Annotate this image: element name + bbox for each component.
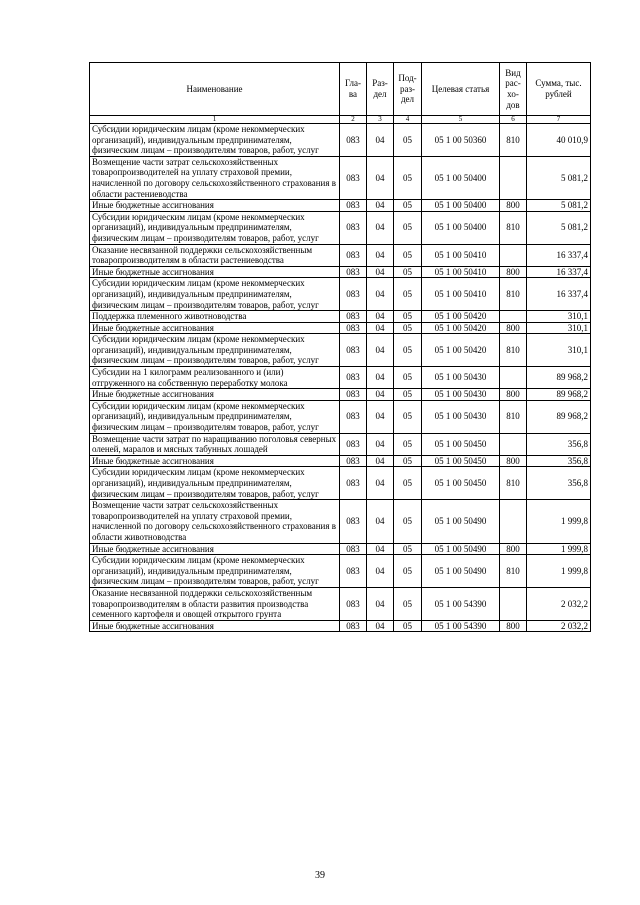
row-name: Иные бюджетные ассигнования bbox=[90, 200, 340, 212]
row-amount: 5 081,2 bbox=[527, 211, 591, 244]
row-expense-type bbox=[500, 587, 527, 620]
row-section: 04 bbox=[367, 156, 394, 199]
row-expense-type: 810 bbox=[500, 278, 527, 311]
row-name: Поддержка племенного животноводства bbox=[90, 311, 340, 323]
row-section: 04 bbox=[367, 555, 394, 588]
row-subsection: 05 bbox=[394, 620, 422, 632]
row-chapter: 083 bbox=[340, 266, 367, 278]
row-chapter: 083 bbox=[340, 455, 367, 467]
table-row bbox=[90, 467, 591, 500]
row-amount: 89 968,2 bbox=[527, 389, 591, 401]
row-subsection: 05 bbox=[394, 400, 422, 433]
row-chapter: 083 bbox=[340, 211, 367, 244]
row-amount: 356,8 bbox=[527, 467, 591, 500]
row-expense-type: 810 bbox=[500, 124, 527, 157]
row-amount: 16 337,4 bbox=[527, 266, 591, 278]
table-row bbox=[90, 156, 591, 199]
table-row bbox=[90, 311, 591, 323]
row-subsection: 05 bbox=[394, 200, 422, 212]
row-subsection: 05 bbox=[394, 211, 422, 244]
table-row bbox=[90, 620, 591, 632]
row-name: Иные бюджетные ассигнования bbox=[90, 322, 340, 334]
row-expense-type bbox=[500, 244, 527, 266]
row-amount: 89 968,2 bbox=[527, 400, 591, 433]
row-target-article: 05 1 00 50360 bbox=[422, 124, 500, 157]
column-number: 4 bbox=[394, 116, 422, 124]
table-row bbox=[90, 200, 591, 212]
row-name: Субсидии юридическим лицам (кроме некоммерческих организаций), индивидуальным предпринимателям, физическим лицам – производителям товаров, работ, услуг bbox=[90, 400, 340, 433]
row-section: 04 bbox=[367, 211, 394, 244]
row-subsection: 05 bbox=[394, 322, 422, 334]
row-target-article: 05 1 00 50400 bbox=[422, 156, 500, 199]
row-chapter: 083 bbox=[340, 311, 367, 323]
column-number: 3 bbox=[367, 116, 394, 124]
row-subsection: 05 bbox=[394, 124, 422, 157]
row-amount: 5 081,2 bbox=[527, 200, 591, 212]
row-chapter: 083 bbox=[340, 156, 367, 199]
row-name: Иные бюджетные ассигнования bbox=[90, 389, 340, 401]
table-row bbox=[90, 400, 591, 433]
row-name: Иные бюджетные ассигнования bbox=[90, 543, 340, 555]
row-chapter: 083 bbox=[340, 433, 367, 455]
page-number: 39 bbox=[315, 870, 325, 881]
row-subsection: 05 bbox=[394, 389, 422, 401]
row-chapter: 083 bbox=[340, 400, 367, 433]
row-chapter: 083 bbox=[340, 620, 367, 632]
row-section: 04 bbox=[367, 389, 394, 401]
row-chapter: 083 bbox=[340, 500, 367, 543]
row-section: 04 bbox=[367, 543, 394, 555]
row-expense-type bbox=[500, 500, 527, 543]
row-target-article: 05 1 00 50490 bbox=[422, 500, 500, 543]
row-target-article: 05 1 00 50420 bbox=[422, 311, 500, 323]
row-name: Субсидии на 1 килограмм реализованного и (или) отгруженного на собственную переработку молока bbox=[90, 367, 340, 389]
row-name: Иные бюджетные ассигнования bbox=[90, 266, 340, 278]
row-target-article: 05 1 00 50490 bbox=[422, 555, 500, 588]
row-section: 04 bbox=[367, 266, 394, 278]
row-amount: 310,1 bbox=[527, 334, 591, 367]
row-target-article: 05 1 00 50450 bbox=[422, 467, 500, 500]
row-target-article: 05 1 00 50400 bbox=[422, 200, 500, 212]
table-row bbox=[90, 266, 591, 278]
header-amount: Сумма, тыс. рублей bbox=[527, 63, 591, 116]
row-expense-type bbox=[500, 311, 527, 323]
row-subsection: 05 bbox=[394, 433, 422, 455]
row-section: 04 bbox=[367, 433, 394, 455]
row-target-article: 05 1 00 50410 bbox=[422, 266, 500, 278]
row-section: 04 bbox=[367, 467, 394, 500]
row-target-article: 05 1 00 50420 bbox=[422, 322, 500, 334]
row-name: Оказание несвязанной поддержки сельскохозяйственным товаропроизводителям в области развития производства семенного картофеля и овощей открытого грунта bbox=[90, 587, 340, 620]
row-target-article: 05 1 00 54390 bbox=[422, 587, 500, 620]
header-section: Раз-дел bbox=[367, 63, 394, 116]
row-target-article: 05 1 00 50410 bbox=[422, 244, 500, 266]
row-target-article: 05 1 00 50430 bbox=[422, 367, 500, 389]
row-expense-type: 810 bbox=[500, 334, 527, 367]
column-number: 5 bbox=[422, 116, 500, 124]
row-expense-type: 800 bbox=[500, 620, 527, 632]
row-expense-type: 810 bbox=[500, 400, 527, 433]
row-section: 04 bbox=[367, 322, 394, 334]
table-row bbox=[90, 367, 591, 389]
row-section: 04 bbox=[367, 620, 394, 632]
row-subsection: 05 bbox=[394, 367, 422, 389]
table-body bbox=[90, 124, 591, 632]
header-chapter: Гла-ва bbox=[340, 63, 367, 116]
column-number: 1 bbox=[90, 116, 340, 124]
row-chapter: 083 bbox=[340, 334, 367, 367]
row-amount: 310,1 bbox=[527, 311, 591, 323]
row-section: 04 bbox=[367, 500, 394, 543]
row-section: 04 bbox=[367, 400, 394, 433]
row-amount: 16 337,4 bbox=[527, 278, 591, 311]
row-name: Возмещение части затрат по наращиванию поголовья северных оленей, маралов и мясных табунных лошадей bbox=[90, 433, 340, 455]
row-expense-type bbox=[500, 367, 527, 389]
row-expense-type: 800 bbox=[500, 200, 527, 212]
row-subsection: 05 bbox=[394, 278, 422, 311]
row-expense-type bbox=[500, 156, 527, 199]
row-target-article: 05 1 00 50420 bbox=[422, 334, 500, 367]
row-section: 04 bbox=[367, 200, 394, 212]
header-target-article: Целевая статья bbox=[422, 63, 500, 116]
row-name: Субсидии юридическим лицам (кроме некоммерческих организаций), индивидуальным предпринимателям, физическим лицам – производителям товаров, работ, услуг bbox=[90, 278, 340, 311]
row-name: Возмещение части затрат сельскохозяйственных товаропроизводителей на уплату страховой премии, начисленной по договору сельскохозяйственного страхования в области животноводства bbox=[90, 500, 340, 543]
header-row bbox=[90, 63, 591, 116]
table-row bbox=[90, 124, 591, 157]
row-target-article: 05 1 00 50400 bbox=[422, 211, 500, 244]
row-target-article: 05 1 00 50410 bbox=[422, 278, 500, 311]
row-expense-type: 810 bbox=[500, 211, 527, 244]
document-page bbox=[89, 62, 590, 632]
row-expense-type: 800 bbox=[500, 389, 527, 401]
row-amount: 40 010,9 bbox=[527, 124, 591, 157]
column-number: 2 bbox=[340, 116, 367, 124]
row-subsection: 05 bbox=[394, 467, 422, 500]
table-row bbox=[90, 322, 591, 334]
column-number: 6 bbox=[500, 116, 527, 124]
row-expense-type: 800 bbox=[500, 322, 527, 334]
row-subsection: 05 bbox=[394, 555, 422, 588]
table-row bbox=[90, 587, 591, 620]
row-section: 04 bbox=[367, 124, 394, 157]
row-amount: 5 081,2 bbox=[527, 156, 591, 199]
row-subsection: 05 bbox=[394, 500, 422, 543]
row-chapter: 083 bbox=[340, 587, 367, 620]
table-row bbox=[90, 555, 591, 588]
row-subsection: 05 bbox=[394, 266, 422, 278]
row-subsection: 05 bbox=[394, 311, 422, 323]
row-expense-type bbox=[500, 433, 527, 455]
table-row bbox=[90, 211, 591, 244]
row-name: Иные бюджетные ассигнования bbox=[90, 455, 340, 467]
row-target-article: 05 1 00 50490 bbox=[422, 543, 500, 555]
row-amount: 356,8 bbox=[527, 455, 591, 467]
row-name: Оказание несвязанной поддержки сельскохозяйственным товаропроизводителям в области растениеводства bbox=[90, 244, 340, 266]
row-name: Возмещение части затрат сельскохозяйственных товаропроизводителей на уплату страховой премии, начисленной по договору сельскохозяйственного страхования в области растениеводства bbox=[90, 156, 340, 199]
row-name: Субсидии юридическим лицам (кроме некоммерческих организаций), индивидуальным предпринимателям, физическим лицам – производителям товаров, работ, услуг bbox=[90, 555, 340, 588]
row-chapter: 083 bbox=[340, 543, 367, 555]
row-chapter: 083 bbox=[340, 278, 367, 311]
row-chapter: 083 bbox=[340, 389, 367, 401]
row-expense-type: 810 bbox=[500, 467, 527, 500]
column-number: 7 bbox=[527, 116, 591, 124]
table-row bbox=[90, 500, 591, 543]
row-subsection: 05 bbox=[394, 334, 422, 367]
row-amount: 2 032,2 bbox=[527, 620, 591, 632]
row-subsection: 05 bbox=[394, 455, 422, 467]
row-chapter: 083 bbox=[340, 200, 367, 212]
row-subsection: 05 bbox=[394, 543, 422, 555]
row-amount: 89 968,2 bbox=[527, 367, 591, 389]
row-name: Субсидии юридическим лицам (кроме некоммерческих организаций), индивидуальным предпринимателям, физическим лицам – производителям товаров, работ, услуг bbox=[90, 334, 340, 367]
column-number-row bbox=[90, 116, 591, 124]
row-amount: 356,8 bbox=[527, 433, 591, 455]
row-name: Субсидии юридическим лицам (кроме некоммерческих организаций), индивидуальным предпринимателям, физическим лицам – производителям товаров, работ, услуг bbox=[90, 211, 340, 244]
table-row bbox=[90, 389, 591, 401]
row-name: Субсидии юридическим лицам (кроме некоммерческих организаций), индивидуальным предпринимателям, физическим лицам – производителям товаров, работ, услуг bbox=[90, 124, 340, 157]
row-subsection: 05 bbox=[394, 587, 422, 620]
row-name: Иные бюджетные ассигнования bbox=[90, 620, 340, 632]
row-section: 04 bbox=[367, 244, 394, 266]
row-chapter: 083 bbox=[340, 555, 367, 588]
header-expense-type: Вид рас-хо-дов bbox=[500, 63, 527, 116]
row-expense-type: 800 bbox=[500, 543, 527, 555]
row-expense-type: 810 bbox=[500, 555, 527, 588]
row-amount: 1 999,8 bbox=[527, 543, 591, 555]
row-chapter: 083 bbox=[340, 124, 367, 157]
row-section: 04 bbox=[367, 455, 394, 467]
row-section: 04 bbox=[367, 334, 394, 367]
row-expense-type: 800 bbox=[500, 455, 527, 467]
row-expense-type: 800 bbox=[500, 266, 527, 278]
row-name: Субсидии юридическим лицам (кроме некоммерческих организаций), индивидуальным предпринимателям, физическим лицам – производителям товаров, работ, услуг bbox=[90, 467, 340, 500]
table-row bbox=[90, 455, 591, 467]
table-row bbox=[90, 334, 591, 367]
table-row bbox=[90, 433, 591, 455]
header-subsection: Под-раз-дел bbox=[394, 63, 422, 116]
row-amount: 1 999,8 bbox=[527, 500, 591, 543]
header-name: Наименование bbox=[90, 63, 340, 116]
row-target-article: 05 1 00 54390 bbox=[422, 620, 500, 632]
budget-table bbox=[89, 62, 591, 632]
row-section: 04 bbox=[367, 367, 394, 389]
table-row bbox=[90, 244, 591, 266]
row-chapter: 083 bbox=[340, 367, 367, 389]
row-target-article: 05 1 00 50450 bbox=[422, 455, 500, 467]
row-chapter: 083 bbox=[340, 467, 367, 500]
row-subsection: 05 bbox=[394, 244, 422, 266]
row-amount: 1 999,8 bbox=[527, 555, 591, 588]
row-subsection: 05 bbox=[394, 156, 422, 199]
table-row bbox=[90, 278, 591, 311]
row-target-article: 05 1 00 50430 bbox=[422, 389, 500, 401]
row-section: 04 bbox=[367, 587, 394, 620]
table-row bbox=[90, 543, 591, 555]
row-target-article: 05 1 00 50430 bbox=[422, 400, 500, 433]
row-chapter: 083 bbox=[340, 322, 367, 334]
row-amount: 310,1 bbox=[527, 322, 591, 334]
row-amount: 16 337,4 bbox=[527, 244, 591, 266]
row-target-article: 05 1 00 50450 bbox=[422, 433, 500, 455]
row-chapter: 083 bbox=[340, 244, 367, 266]
row-section: 04 bbox=[367, 311, 394, 323]
row-section: 04 bbox=[367, 278, 394, 311]
row-amount: 2 032,2 bbox=[527, 587, 591, 620]
